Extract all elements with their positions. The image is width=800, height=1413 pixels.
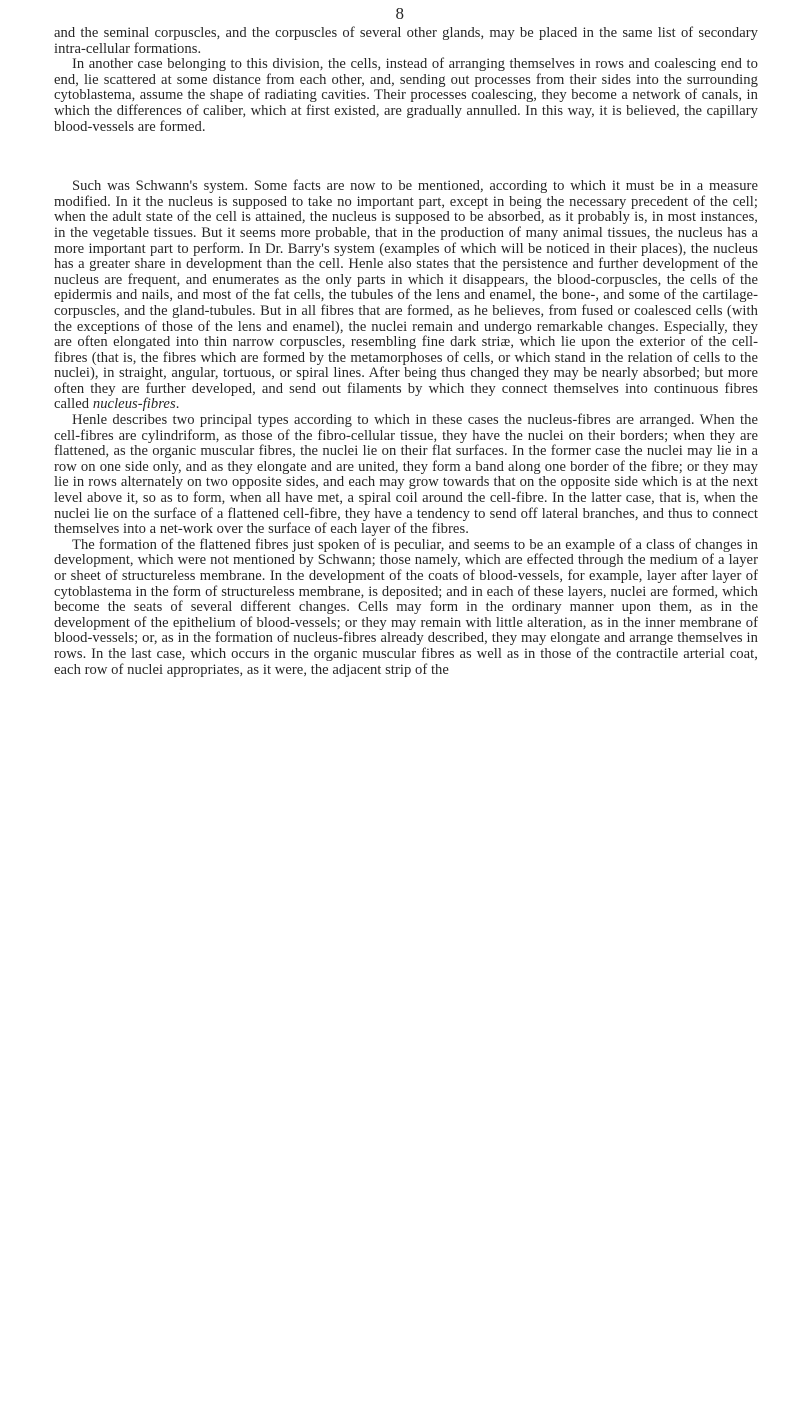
- text-column: [54, 26, 758, 678]
- paragraph-capillary-formation: [54, 57, 758, 135]
- paragraph-tail: .: [175, 396, 180, 413]
- paragraph-henle-types: [54, 413, 758, 538]
- paragraph-schwann-system: [54, 179, 758, 413]
- paragraph-text: Henle describes two principal types according to which in these cases the nucleus-fibres are arranged. When the cell-fibres are cylindriform, as those of the fibro-cellular tissue, they have the nuclei on their borders; when they are flattened, as the organic muscular fibres, the nuclei lie on their flat surfaces. In the former case the nuclei may lie in a row on one side only, and as they elongate and are united, they form a band along one border of the fibre; or they may lie in rows alternately on two opposite sides, and each may grow towards that on the opposite side which is at the next level above it, so as to form, when all have met, a spiral coil around the cell-fibre. In the latter case, that is, when the nuclei lie on the surface of a flattened cell-fibre, they have a tendency to send off lateral branches, and thus to connect themselves into a net-work over the surface of each layer of the fibres.: [54, 412, 758, 538]
- paragraph-text: and the seminal corpuscles, and the corpuscles of several other glands, may be placed in the same list of secondary intra-cellular formations.: [54, 25, 758, 57]
- italic-term: nucleus-fibres: [92, 396, 176, 413]
- paragraph-text: In another case belonging to this division, the cells, instead of arranging themselves in rows and coalescing end to end, lie scattered at some distance from each other, and, sending out processes from their sides into the surrounding cytoblastema, assume the shape of radiating cavities. Their processes coalescing, they become a network of canals, in which the differences of caliber, which at first existed, are gradually annulled. In this way, it is believed, the capillary blood-vessels are formed.: [54, 56, 758, 135]
- paragraph-continuation: [54, 26, 758, 57]
- paragraph-text: Such was Schwann's system. Some facts are now to be mentioned, according to which it must be in a measure modified. In it the nucleus is supposed to take no important part, except in being the necessary precedent of the cell; when the adult state of the cell is attained, the nucleus is supposed to be absorbed, as it probably is, in most instances, in the vegetable tissues. But it seems more probable, that in the production of many animal tissues, the nucleus has a more important part to perform. In Dr. Barry's system (examples of which will be noticed in their places), the nucleus has a greater share in development than the cell. Henle also states that the persistence and further development of the nucleus are frequent, and enumerates as the only parts in which it disappears, the blood-corpuscles, the cells of the epidermis and nails, and most of the fat cells, the tubules of the lens and enamel, the bone-, and some of the cartilage-corpuscles, and the gland-tubules. But in all fibres that are formed, as he believes, from fused or coalesced cells (with the exceptions of those of the lens and enamel), the nuclei remain and undergo remarkable changes. Especially, they are often elongated into thin narrow corpuscles, resembling fine dark striæ, which lie upon the exterior of the cell-fibres (that is, the fibres which are formed by the metamorphoses of cells, or which stand in the relation of cells to the nuclei), in straight, angular, tortuous, or spiral lines. After being thus changed they may be nearly absorbed; but more often they are further developed, and send out filaments by which they connect themselves into continuous fibres called: [54, 178, 758, 413]
- page-number: 8: [395, 4, 405, 23]
- paragraph-flattened-fibres: [54, 538, 758, 678]
- paragraph-text: The formation of the flattened fibres just spoken of is peculiar, and seems to be an example of a class of changes in development, which were not mentioned by Schwann; those namely, which are effected through the medium of a layer or sheet of structureless membrane. In the development of the coats of blood-vessels, for example, layer after layer of cytoblastema in the form of structureless membrane, is deposited; and in each of these layers, nuclei are formed, which become the seats of several different changes. Cells may form in the ordinary manner upon them, as in the development of the epithelium of blood-vessels; or they may remain with little alteration, as in the inner membrane of blood-vessels; or, as in the formation of nucleus-fibres already described, they may elongate and arrange themselves in rows. In the last case, which occurs in the organic muscular fibres as well as in those of the contractile arterial coat, each row of nuclei appropriates, as it were, the adjacent strip of the: [54, 536, 758, 678]
